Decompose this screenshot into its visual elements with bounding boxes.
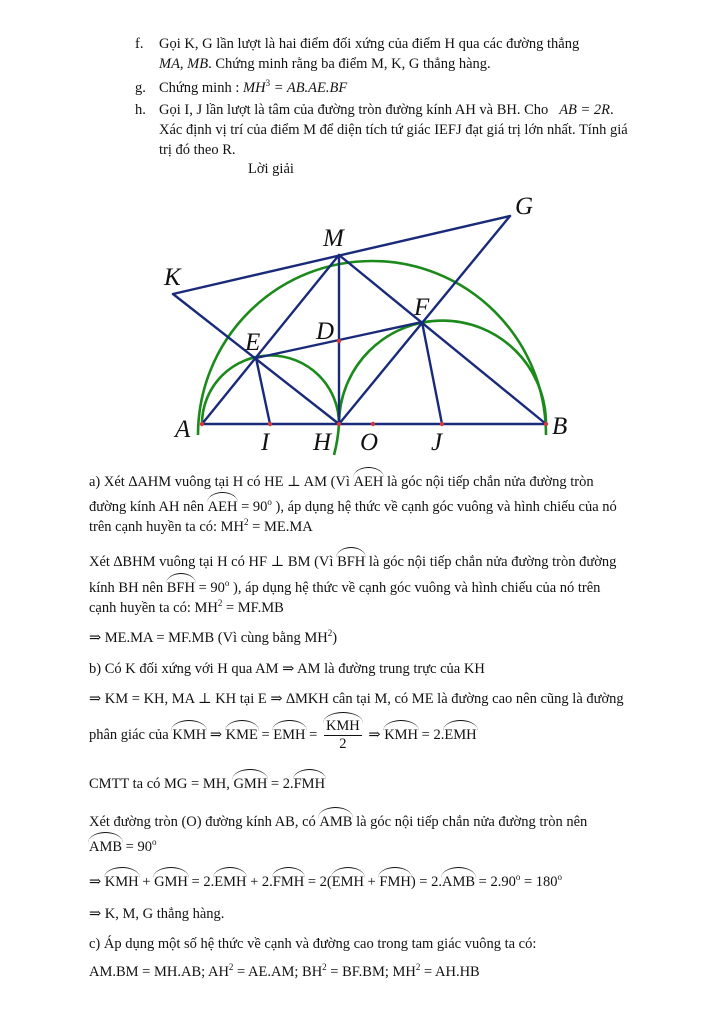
text: ), áp dụng hệ thức về cạnh góc vuông và hình chiếu của nó: [271, 499, 617, 515]
label-e: E: [245, 329, 261, 356]
angle-arc: EMH: [331, 874, 364, 890]
solution-e-line2: [89, 718, 477, 753]
text: CMTT ta có MG = MH,: [89, 776, 234, 792]
text: Xét ∆BHM vuông tại H có HF ⊥ BM (Vì: [89, 554, 338, 570]
label-h: H: [313, 429, 332, 456]
item-f-line1: Gọi K, G lần lượt là hai điểm đối xứng của điểm H qua các đường thẳng: [159, 36, 580, 52]
text: = AH.HB: [420, 964, 480, 980]
text: o: [151, 837, 157, 848]
angle-arc: BFH: [166, 580, 195, 596]
text: 2: [228, 962, 234, 973]
angle-arc: AMB: [319, 814, 353, 830]
text: ), áp dụng hệ thức về cạnh góc vuông và hình chiếu của nó trên: [229, 580, 601, 596]
text: ⇒: [89, 874, 105, 890]
label-d: D: [316, 318, 335, 345]
text: = 2.: [418, 726, 445, 743]
angle-arc: EMH: [214, 874, 247, 890]
angle-arc: BFH: [337, 554, 366, 570]
text: 2: [415, 962, 421, 973]
solution-d-line1: b) Có K đối xứng với H qua AM ⇒ AM là đường trung trực của KH: [89, 661, 485, 677]
point-h: [337, 422, 341, 426]
solution-j-line1: c) Áp dụng một số hệ thức về cạnh và đường cao trong tam giác vuông ta có:: [89, 936, 537, 952]
item-h-label: h.: [135, 102, 146, 118]
text: MA, MB: [159, 56, 209, 72]
text: a) Xét ∆AHM vuông tại H có HE ⊥ AM (Vì: [89, 474, 354, 490]
solution-h-line1: [89, 873, 562, 891]
text: ⇒: [206, 726, 226, 743]
angle-arc: KMH: [172, 726, 207, 743]
angle-arc: AMB: [441, 874, 476, 890]
point-j: [440, 422, 444, 426]
solution-k-line1: [89, 963, 480, 981]
arc-segment: [334, 424, 339, 455]
solution-i-line1: ⇒ K, M, G thẳng hàng.: [89, 906, 225, 922]
text: Chứng minh :: [159, 80, 240, 96]
text: MH: [243, 80, 266, 96]
text: + 2.: [246, 874, 273, 890]
angle-arc: EMH: [273, 726, 306, 743]
fraction-denominator: 2: [339, 736, 347, 752]
solution-g-line1: [89, 813, 587, 831]
text: là góc nội tiếp chắn nửa đường tròn đường: [365, 554, 617, 570]
text: o: [557, 872, 563, 883]
text: = 2.: [267, 776, 294, 792]
text: = MF.MB: [222, 600, 284, 616]
solution-b-line1: [89, 553, 616, 571]
text: kính BH nên: [89, 580, 167, 596]
angle-arc: AEH: [207, 499, 238, 515]
segment-bm: [339, 255, 546, 424]
text: ) = 2.: [410, 874, 442, 890]
text: là góc nội tiếp chắn nửa đường tròn: [383, 474, 594, 490]
solution-e-line1: ⇒ KM = KH, MA ⊥ KH tại E ⇒ ∆MKH cân tại M, có ME là đường cao nên cũng là đường: [89, 691, 624, 707]
text: o: [224, 578, 230, 589]
item-h-line3: trị đó theo R.: [159, 142, 236, 158]
solution-a-line1: [89, 473, 594, 491]
semicircle-i: [202, 356, 339, 425]
item-g-line: [159, 79, 347, 97]
text: ): [332, 630, 338, 646]
angle-arc: KMH: [104, 874, 139, 890]
label-b: B: [552, 413, 568, 440]
text: = ME.MA: [248, 519, 313, 535]
text: = 90: [194, 580, 225, 596]
text: AB = 2R: [559, 102, 611, 118]
text: = 180: [520, 874, 558, 890]
text: o: [267, 497, 272, 508]
angle-arc: FMH: [379, 874, 411, 890]
geometry-figure: [0, 185, 725, 460]
solution-title: Lời giải: [248, 161, 294, 177]
text: = 90: [122, 839, 152, 855]
text: đường kính AH nên: [89, 499, 208, 515]
item-g-label: g.: [135, 80, 146, 96]
point-i: [268, 422, 272, 426]
point-d: [337, 339, 341, 343]
point-a: [200, 422, 204, 426]
solution-b-line3: [89, 599, 284, 617]
text: phân giác của: [89, 726, 173, 743]
text: o: [515, 872, 521, 883]
text: +: [363, 874, 380, 890]
text: = BF.BM; MH: [326, 964, 416, 980]
text: = 2.: [187, 874, 215, 890]
text: 2: [217, 598, 223, 609]
angle-arc: GMH: [233, 776, 268, 792]
text: =: [305, 726, 321, 743]
text: Xét đường tròn (O) đường kính AB, có: [89, 814, 320, 830]
angle-arc: AMB: [89, 839, 123, 855]
text: +: [138, 874, 155, 890]
label-a: A: [175, 416, 191, 443]
angle-arc: FMH: [272, 874, 305, 890]
label-g: G: [515, 193, 534, 220]
text: .: [610, 102, 614, 118]
label-k: K: [164, 264, 181, 291]
text: 2: [322, 962, 327, 973]
angle-arc: GMH: [154, 874, 188, 890]
text: 3: [265, 78, 271, 89]
angle-arc: AEH: [353, 474, 384, 490]
text: Gọi I, J lần lượt là tâm của đường tròn đường kính AH và BH. Cho: [159, 102, 549, 118]
text: = AE.AM; BH: [233, 964, 323, 980]
text: trên cạnh huyền ta có: MH: [89, 519, 245, 535]
solution-f-line1: [89, 775, 325, 793]
solution-a-line2: [89, 498, 617, 516]
label-f: F: [414, 294, 430, 321]
text: là góc nội tiếp chắn nửa đường tròn nên: [352, 814, 588, 830]
text: = 2(: [304, 874, 332, 890]
fraction-numerator: KMH: [325, 718, 360, 734]
fraction: [324, 718, 362, 753]
angle-arc: KME: [225, 726, 258, 743]
solution-b-line2: [89, 579, 600, 597]
label-o: O: [360, 429, 379, 456]
point-o: [371, 422, 375, 426]
text: ⇒: [364, 726, 385, 743]
text: cạnh huyền ta có: MH: [89, 600, 218, 616]
text: 2: [244, 517, 249, 528]
item-h-line1: [159, 101, 614, 119]
item-f-line2: [159, 55, 491, 73]
text: =: [257, 726, 274, 743]
text: 2: [327, 628, 333, 639]
label-m: M: [323, 225, 344, 252]
solution-g-line2: [89, 838, 156, 856]
item-h-line2: Xác định vị trí của điểm M để diện tích tứ giác IEFJ đạt giá trị lớn nhất. Tính giá: [159, 122, 628, 138]
item-f-label: f.: [135, 36, 144, 52]
text: = AB.AE.BF: [270, 80, 348, 96]
text: = 2.90: [475, 874, 516, 890]
solution-a-line3: [89, 518, 313, 536]
text: AM.BM = MH.AB; AH: [89, 964, 229, 980]
angle-arc: KMH: [384, 726, 419, 743]
label-i: I: [261, 429, 270, 456]
point-b: [544, 422, 548, 426]
text: = 90: [237, 499, 268, 515]
angle-arc: EMH: [444, 726, 477, 743]
text: ⇒ ME.MA = MF.MB (Vì cùng bằng MH: [89, 630, 328, 646]
text: . Chứng minh rằng ba điểm M, K, G thẳng hàng.: [208, 56, 491, 72]
angle-arc: FMH: [293, 776, 326, 792]
label-j: J: [431, 429, 443, 456]
solution-c-line1: [89, 629, 337, 647]
